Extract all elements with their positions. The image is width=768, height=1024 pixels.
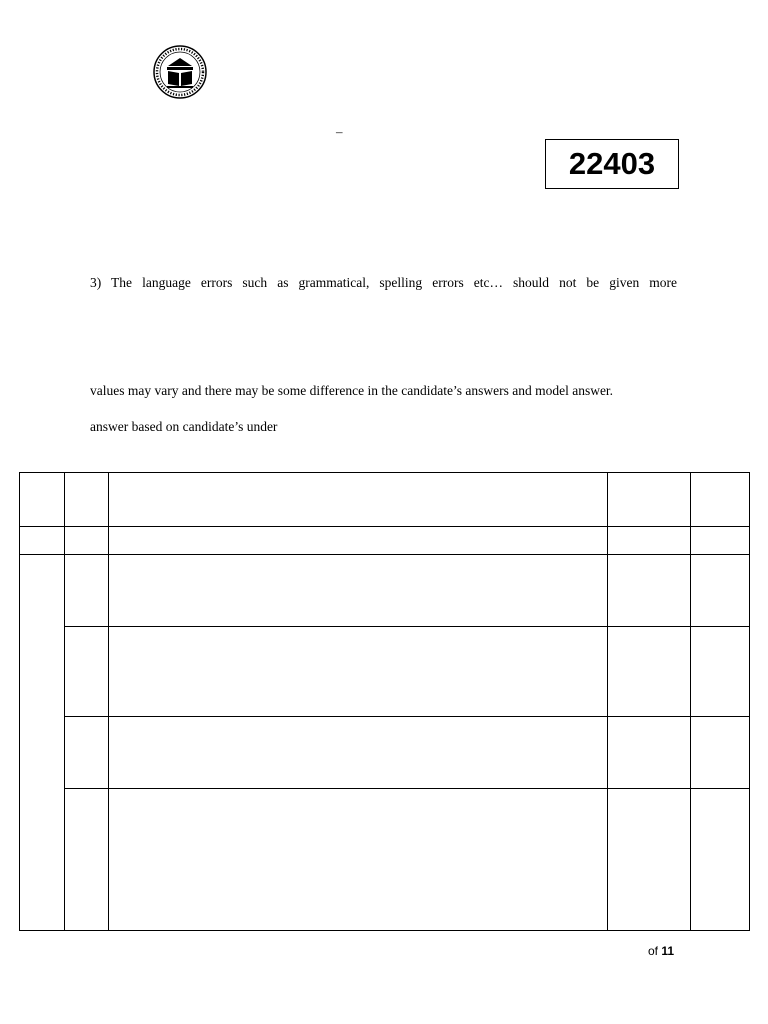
table-cell	[65, 717, 109, 789]
table-row	[20, 527, 750, 555]
table-cell	[109, 555, 608, 627]
table-cell	[608, 789, 691, 931]
total-pages: 11	[661, 944, 675, 958]
table-cell	[691, 527, 750, 555]
table-row	[20, 789, 750, 931]
table-cell	[65, 527, 109, 555]
page-footer	[648, 944, 674, 958]
table-cell	[65, 789, 109, 931]
table-cell-merged	[20, 555, 65, 931]
table-cell	[691, 717, 750, 789]
answer-table	[19, 472, 750, 931]
table-cell	[691, 789, 750, 931]
instruction-line-3: answer based on candidate’s under	[90, 419, 278, 434]
table-cell	[608, 555, 691, 627]
table-cell	[691, 473, 750, 527]
header-dash: –	[336, 124, 343, 139]
table-cell	[109, 627, 608, 717]
table-row	[20, 555, 750, 627]
table-cell	[608, 473, 691, 527]
table-cell	[20, 527, 65, 555]
table-cell	[608, 627, 691, 717]
table-row	[20, 627, 750, 717]
table-cell	[109, 789, 608, 931]
paper-code: 22403	[568, 146, 656, 181]
table-cell	[608, 717, 691, 789]
table-cell	[109, 473, 608, 527]
of-label: of	[648, 944, 659, 958]
table-row	[20, 717, 750, 789]
table-cell	[109, 717, 608, 789]
table-header-row	[20, 473, 750, 527]
instruction-line-1: 3) The language errors such as grammatical, spelling errors etc… should not be given more	[90, 275, 677, 290]
table-cell	[109, 527, 608, 555]
paper-code-box	[545, 139, 679, 189]
table-cell	[691, 555, 750, 627]
table-cell	[65, 473, 109, 527]
table-cell	[65, 627, 109, 717]
table-cell	[691, 627, 750, 717]
board-seal-logo	[148, 44, 212, 100]
table-cell	[608, 527, 691, 555]
instruction-line-2: values may vary and there may be some difference in the candidate’s answers and model answer.	[90, 383, 614, 398]
table-cell	[65, 555, 109, 627]
table-cell	[20, 473, 65, 527]
